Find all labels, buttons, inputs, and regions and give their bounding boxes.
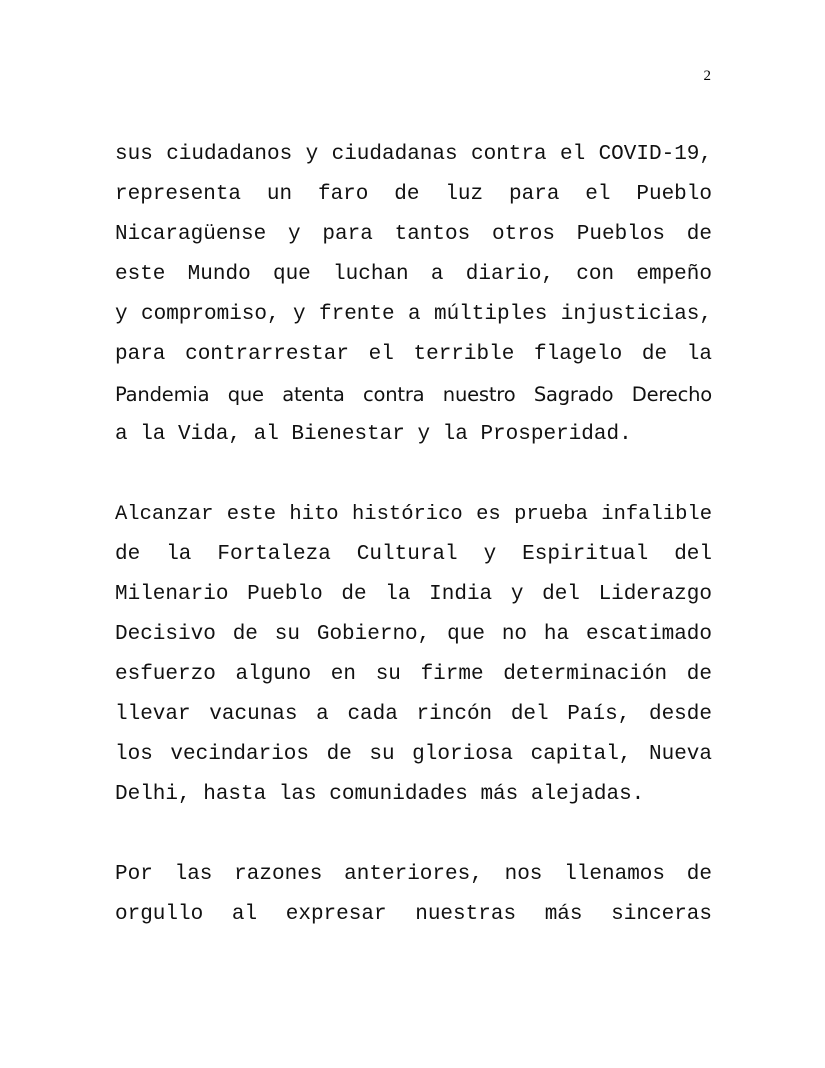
paragraph xyxy=(115,855,712,935)
text-line: Por las razones anteriores, nos llenamos de xyxy=(115,863,712,886)
text-line: a la Vida, al Bienestar y la Prosperidad. xyxy=(115,423,632,446)
paragraph-spacer xyxy=(115,455,712,495)
text-line: Delhi, hasta las comunidades más alejadas. xyxy=(115,783,645,806)
text-line: Milenario Pueblo de la India y del Liderazgo xyxy=(115,583,712,606)
text-line: Alcanzar este hito histórico es prueba infalible xyxy=(115,503,712,526)
paragraph xyxy=(115,495,712,815)
text-line: para contrarrestar el terrible flagelo de la xyxy=(115,343,712,366)
text-line: orgullo al expresar nuestras más sinceras xyxy=(115,903,712,926)
text-line: esfuerzo alguno en su firme determinación de xyxy=(115,663,712,686)
page-number: 2 xyxy=(703,68,711,84)
body-text xyxy=(115,135,712,935)
text-line: representa un faro de luz para el Pueblo xyxy=(115,183,712,206)
paragraph-spacer xyxy=(115,815,712,855)
text-line: llevar vacunas a cada rincón del País, desde xyxy=(115,703,712,726)
text-line: sus ciudadanos y ciudadanas contra el COVID-19, xyxy=(115,143,712,166)
text-line: de la Fortaleza Cultural y Espiritual del xyxy=(115,543,712,566)
text-line: y compromiso, y frente a múltiples injusticias, xyxy=(115,303,712,326)
text-line: este Mundo que luchan a diario, con empeño xyxy=(115,263,712,286)
text-line: los vecindarios de su gloriosa capital, Nueva xyxy=(115,743,712,766)
paragraph xyxy=(115,135,712,455)
text-line: Pandemia que atenta contra nuestro Sagrado Derecho xyxy=(115,383,712,406)
text-line: Decisivo de su Gobierno, que no ha escatimado xyxy=(115,623,712,646)
text-line: Nicaragüense y para tantos otros Pueblos de xyxy=(115,223,712,246)
